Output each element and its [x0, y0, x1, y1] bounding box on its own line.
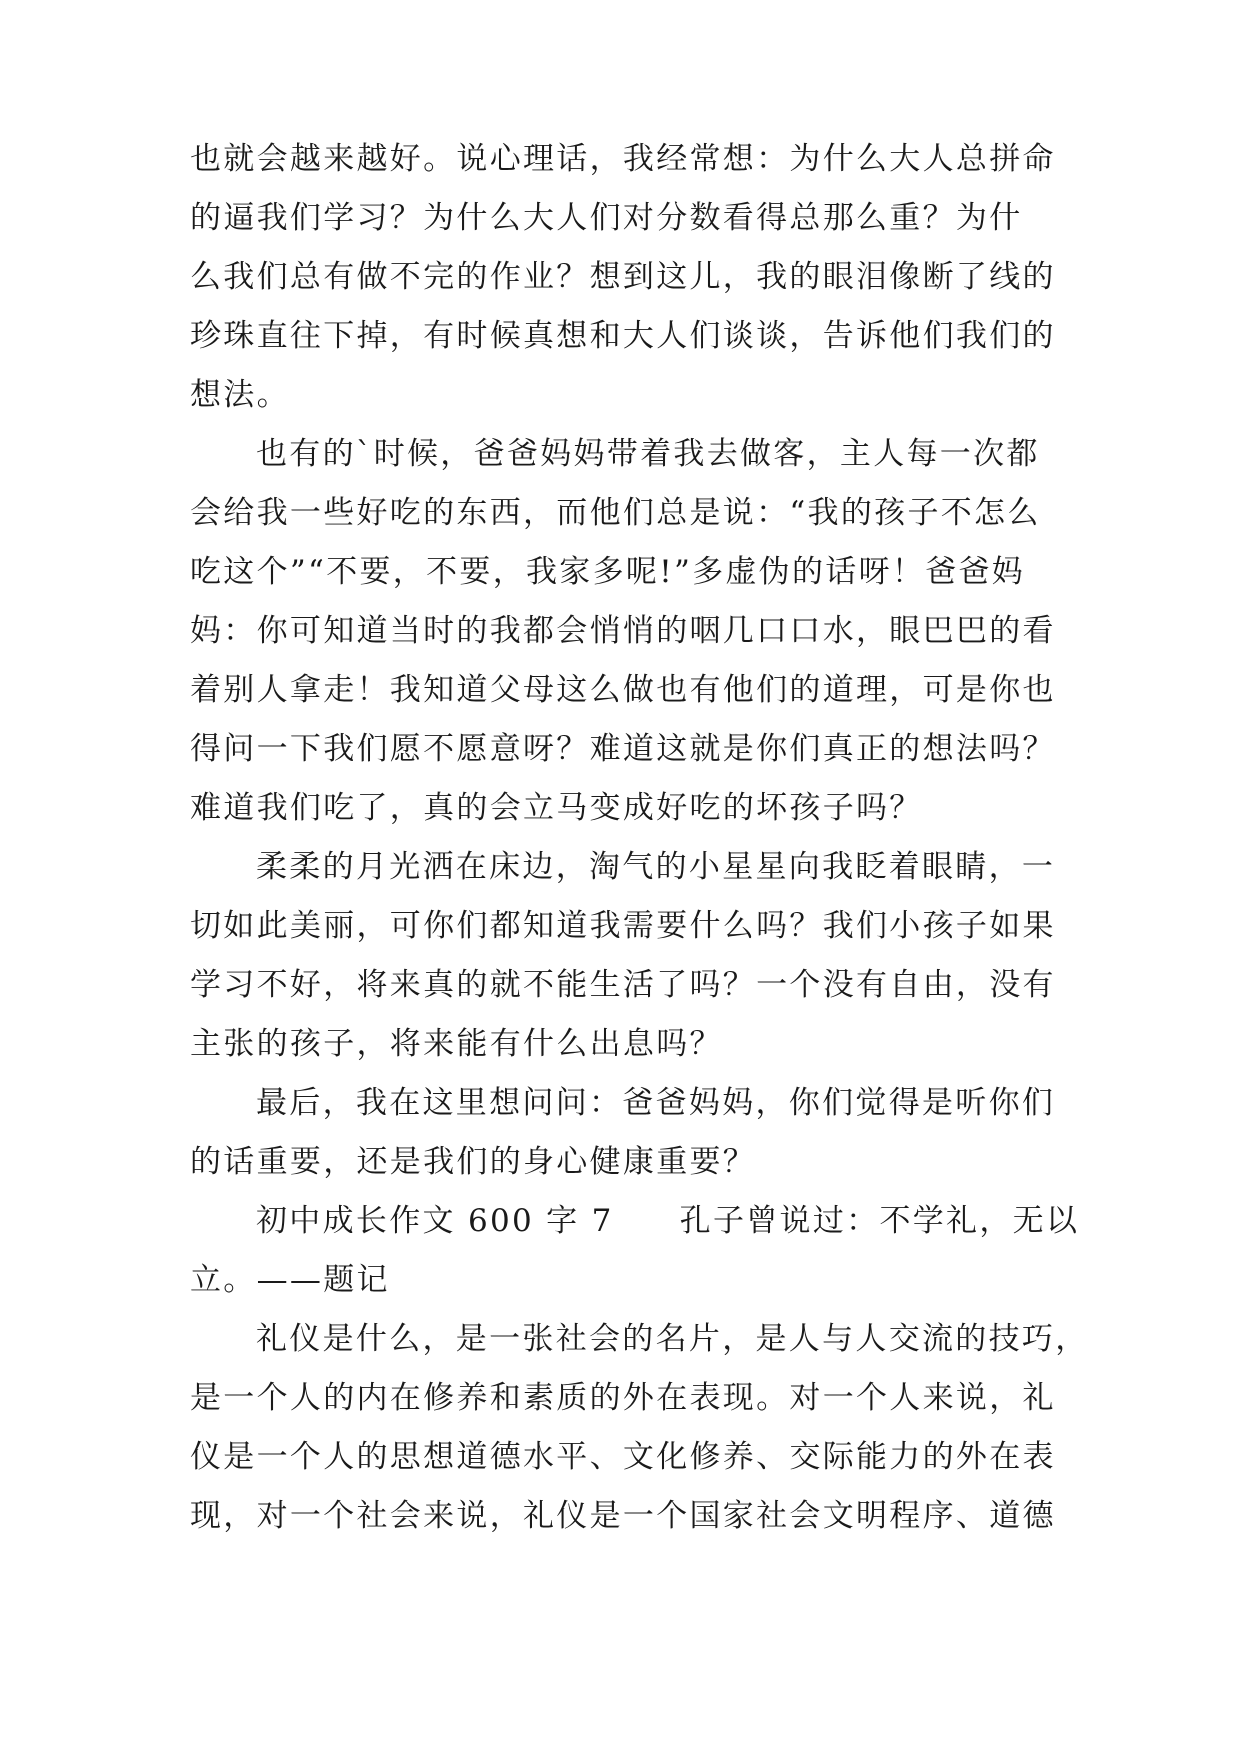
text-line: 珍珠直往下掉，有时候真想和大人们谈谈，告诉他们我们的 — [190, 318, 1056, 354]
text-line: 难道我们吃了，真的会立马变成好吃的坏孩子吗？ — [190, 790, 923, 826]
paragraph-first-line: 礼仪是什么，是一张社会的名片，是人与人交流的技巧， — [256, 1321, 1089, 1357]
text-line: 是一个人的内在修养和素质的外在表现。对一个人来说，礼 — [190, 1380, 1056, 1416]
section-epigraph: 孔子曾说过：不学礼，无以 — [679, 1203, 1080, 1239]
text-line: 会给我一些好吃的东西，而他们总是说：“我的孩子不怎么 — [190, 495, 1041, 531]
text-line: 么我们总有做不完的作业？想到这儿，我的眼泪像断了线的 — [190, 259, 1056, 295]
text-line: 也就会越来越好。说心理话，我经常想：为什么大人总拼命 — [190, 141, 1056, 177]
text-line: 立。——题记 — [190, 1262, 390, 1298]
paragraph-first-line: 最后，我在这里想问问：爸爸妈妈，你们觉得是听你们 — [256, 1085, 1056, 1121]
section-title: 初中成长作文 600 字 7 — [256, 1203, 614, 1239]
text-line: 主张的孩子，将来能有什么出息吗？ — [190, 1026, 723, 1062]
text-line: 现，对一个社会来说，礼仪是一个国家社会文明程序、道德 — [190, 1498, 1056, 1534]
section-heading-line — [190, 1192, 1080, 1251]
text-line: 切如此美丽，可你们都知道我需要什么吗？我们小孩子如果 — [190, 908, 1056, 944]
paragraph-first-line: 也有的`时候，爸爸妈妈带着我去做客，主人每一次都 — [256, 436, 1040, 472]
text-line: 吃这个”“不要，不要，我家多呢!”多虚伪的话呀！爸爸妈 — [190, 554, 1026, 590]
text-line: 的话重要，还是我们的身心健康重要？ — [190, 1144, 757, 1180]
text-line: 妈：你可知道当时的我都会悄悄的咽几口口水，眼巴巴的看 — [190, 613, 1056, 649]
text-line: 仪是一个人的思想道德水平、文化修养、交际能力的外在表 — [190, 1439, 1056, 1475]
text-line: 的逼我们学习？为什么大人们对分数看得总那么重？为什 — [190, 200, 1023, 236]
text-line: 着别人拿走！我知道父母这么做也有他们的道理，可是你也 — [190, 672, 1056, 708]
text-line: 想法。 — [190, 377, 290, 413]
document-body — [190, 130, 1089, 1546]
paragraph-first-line: 柔柔的月光洒在床边，淘气的小星星向我眨着眼睛，一 — [256, 849, 1056, 885]
text-line: 得问一下我们愿不愿意呀？难道这就是你们真正的想法吗？ — [190, 731, 1056, 767]
text-line: 学习不好，将来真的就不能生活了吗？一个没有自由，没有 — [190, 967, 1056, 1003]
